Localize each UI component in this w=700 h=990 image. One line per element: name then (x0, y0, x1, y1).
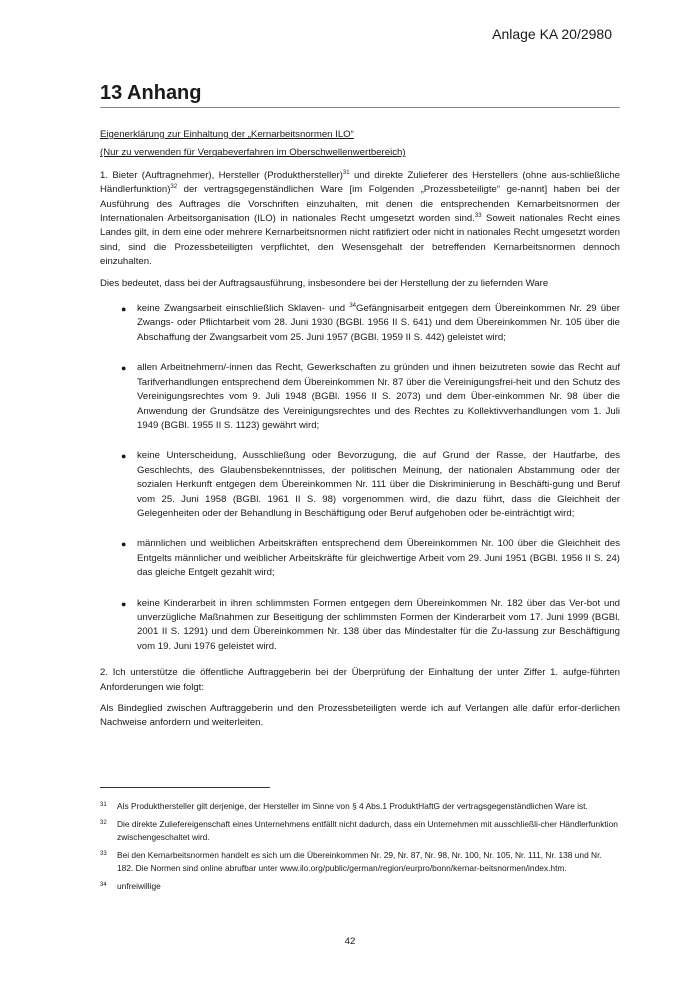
bullet-icon: ● (121, 363, 127, 374)
bullet-icon: ● (121, 598, 127, 609)
footnote-text: unfreiwillige (117, 881, 161, 892)
list-item (100, 361, 620, 433)
annex-label: Anlage KA 20/2980 (492, 26, 612, 42)
footnote-34 (100, 880, 620, 892)
list-item-text-a: keine Zwangsarbeit einschließlich Sklaven- und (137, 303, 350, 315)
paragraph-1-part-c: der vertragsgegenständlichen Ware [im Folgenden „Prozessbeteiligte“ ge-nannt] haben bei der Ausführung des Auftrages die Vorschriften einzuhalten, mit denen die entsprechenden Kernarbeitsnormen der Internationalen Arbeitsorganisation (ILO) in nationales Recht umgesetzt worden sind. (100, 184, 620, 225)
paragraph-1 (100, 169, 620, 270)
bullet-icon: ● (121, 539, 127, 550)
footnote-separator (100, 787, 270, 788)
paragraph-1-part-a: 1. Bieter (Auftragnehmer), Hersteller (Produkthersteller) (100, 169, 343, 181)
footnote-number: 33 (100, 851, 107, 858)
declaration-title: Eigenerklärung zur Einhaltung der „Kernarbeitsnormen ILO“ (100, 129, 354, 140)
document-body (100, 128, 620, 738)
paragraph-3: Als Bindeglied zwischen Auftraggeberin und den Prozessbeteiligten werde ich auf Verlangen alle dafür erfor-derlichen Nachweise anfordern und weiterleiten. (100, 703, 620, 729)
footnote-number: 32 (100, 820, 107, 827)
requirements-list (100, 302, 620, 654)
footnote-ref-32[interactable]: 32 (170, 184, 178, 191)
footnote-31 (100, 800, 620, 812)
footnote-33 (100, 849, 620, 874)
section-heading: 13 Anhang (100, 82, 620, 108)
list-item (100, 597, 620, 655)
footnote-32 (100, 818, 620, 843)
list-item-text: keine Unterscheidung, Ausschließung oder Bevorzugung, die auf Grund der Rasse, der Hautfarbe, des Geschlechts, des Glaubensbekenntnisses, der politischen Meinung, der nationalen Abstammung oder der sozialen Herkunft entgegen dem Übereinkommen Nr. 111 über die Diskriminierung in Beschäfti-gung und Beruf vom 25. Juni 1958 (BGBl. 1961 II S. 98) vorgenommen wird, die dazu führt, dass die Gleichheit der Gelegenheiten oder der Behandlung in Beschäftigung oder Beruf aufgehoben oder be-einträchtigt wird; (137, 450, 620, 519)
footnotes (100, 800, 620, 898)
paragraph-2: 2. Ich unterstütze die öffentliche Auftraggeberin bei der Überprüfung der Einhaltung der unter Ziffer 1. aufge-führten Anforderungen wie folgt: (100, 667, 620, 693)
page-number: 42 (344, 936, 356, 947)
list-item (100, 302, 620, 345)
list-item (100, 449, 620, 521)
bullet-icon: ● (121, 451, 127, 462)
list-item (100, 537, 620, 580)
footnote-text: Als Produkthersteller gilt derjenige, der Hersteller im Sinne von § 4 Abs.1 ProduktHaftG der vertragsgegenständlichen Ware ist. (117, 801, 588, 811)
footnote-ref-31[interactable]: 31 (342, 169, 350, 176)
bullet-icon: ● (121, 304, 127, 315)
footnote-ref-33[interactable]: 33 (474, 213, 482, 220)
list-item-text: keine Kinderarbeit in ihren schlimmsten Formen entgegen dem Übereinkommen Nr. 182 über das Ver-bot und unverzügliche Maßnahmen zur Beseitigung der schlimmsten Formen der Kinderarbeit vom 17. Juni 1999 (BGBl. 2001 II S. 1291) und dem Übereinkommen Nr. 138 über das Mindestalter für die Zu-lassung zur Beschäftigung vom 19. Juni 1976 geleistet wird. (137, 597, 620, 652)
footnote-number: 31 (100, 802, 107, 808)
declaration-scope-note: (Nur zu verwenden für Vergabeverfahren im Oberschwellenwertbereich) (100, 147, 406, 159)
list-item-text-b: Gefängnisarbeit entgegen dem Übereinkommen Nr. 29 über Zwangs- oder Pflichtarbeit vom 28. Juni 1930 (BGBl. 1956 II S. 641) und dem Übereinkommen Nr. 105 über die Abschaffung der Zwangsarbeit vom 25. Juni 1957 (BGBl. 1959 II S. 442) geleistet wird; (137, 303, 620, 343)
footnote-number: 34 (100, 882, 107, 889)
footnote-text: Bei den Kernarbeitsnormen handelt es sich um die Übereinkommen Nr. 29, Nr. 87, Nr. 98, Nr. 100, Nr. 105, Nr. 111, Nr. 138 und Nr. 182. Die Normen sind online abrufbar unter www.ilo.org/public/german/region/eurpro/bonn/kernar-beitsnormen/index.htm. (117, 850, 602, 873)
footnote-ref-34[interactable]: 34 (349, 303, 357, 310)
footnote-text: Die direkte Zuliefereigenschaft eines Unternehmens entfällt nicht dadurch, dass ein Unternehmen mit ausschließli-cher Händlerfunktion zwischengeschaltet wird. (117, 819, 618, 842)
paragraph-1-part-d: Soweit nationales Recht eines Landes gilt, in dem eine oder mehrere Kernarbeitsnormen nicht ratifiziert oder nicht in nationales Recht umgesetzt worden sind, sind die Prozessbeteiligten verpflichtet, den Wesensgehalt der betreffenden Kernarbeitsnormen dennoch einzuhalten. (100, 213, 620, 268)
list-item-text: allen Arbeitnehmern/-innen das Recht, Gewerkschaften zu gründen und ihnen beizutreten sowie das Recht auf Tarifverhandlungen entsprechend dem Übereinkommen Nr. 87 über die Vereinigungsfrei-heit und den Schutz des Vereinigungsrechtes vom 9. Juli 1948 (BGBl. 1956 II S. 2073) und dem Über-einkommen Nr. 98 über die Anwendung der Grundsätze des Vereinigungsrechtes und des Rechtes zu Kollektivverhandlungen vom 1. Juli 1949 (BGBl. 1955 II S. 1123) gewährt wird; (137, 362, 620, 431)
paragraph-1-part-b: und direkte Zulieferer des Herstellers (ohne aus-schließliche Händlerfunktion) (100, 169, 620, 196)
intro-paragraph: Dies bedeutet, dass bei der Auftragsausführung, insbesondere bei der Herstellung der zu liefernden Ware (100, 277, 549, 289)
list-item-text: männlichen und weiblichen Arbeitskräften entsprechend dem Übereinkommen Nr. 100 über die Gleichheit des Entgelts männlicher und weiblicher Arbeitskräfte für gleichwertige Arbeit vom 29. Juni 1951 (BGBl. 1956 II S. 24) das gleiche Entgelt gezahlt wird; (137, 538, 620, 579)
